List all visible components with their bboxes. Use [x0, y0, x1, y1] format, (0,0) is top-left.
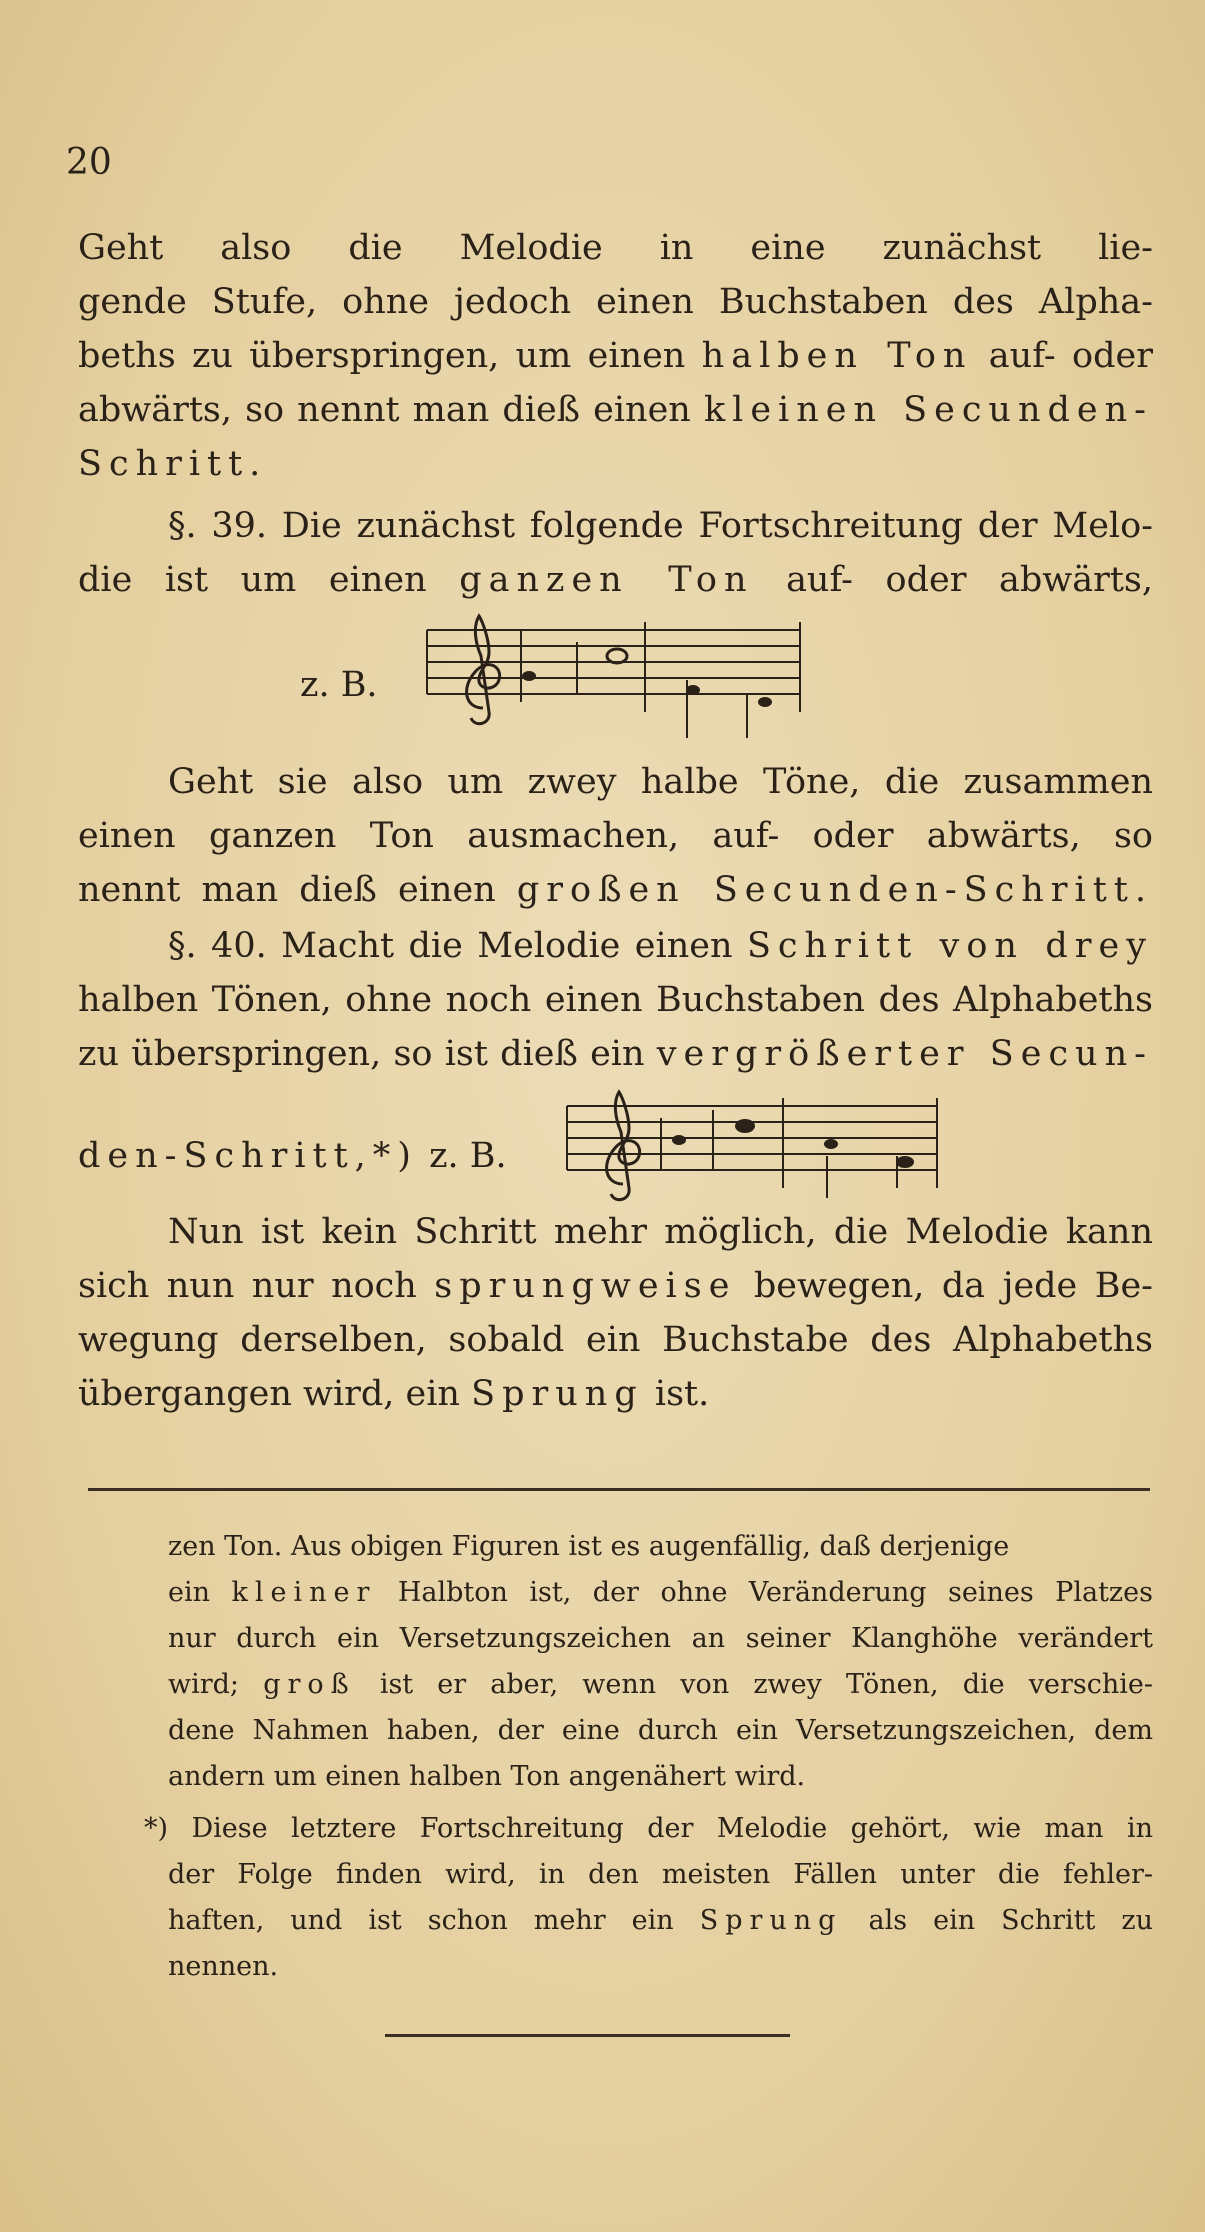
music-example-2 [565, 1088, 945, 1218]
footnote-line: andern um einen halben Ton angenähert wird. [168, 1761, 806, 1792]
emphasis: groß [263, 1669, 356, 1700]
emphasis: Sprung [471, 1374, 644, 1414]
footnote-line: nur durch ein Versetzungszeichen an seiner Klanghöhe verändert [168, 1623, 1153, 1654]
text-line: wegung derselben, sobald ein Buchstabe des Alphabeths [78, 1320, 1153, 1360]
emphasis: Schritt. [78, 444, 268, 484]
footnote-line: wird; groß ist er aber, wenn von zwey Tönen, die verschie- [168, 1669, 1153, 1700]
page-number: 20 [66, 142, 112, 183]
text-line: halben Tönen, ohne noch einen Buchstaben des Alphabeths [78, 980, 1153, 1020]
footnote-line: haften, und ist schon mehr ein Sprung als ein Schritt zu [168, 1905, 1153, 1936]
text-line: einen ganzen Ton ausmachen, auf- oder abwärts, so [78, 816, 1153, 856]
text-line: gende Stufe, ohne jedoch einen Buchstaben des Alpha- [78, 282, 1153, 322]
footnote-line: der Folge finden wird, in den meisten Fällen unter die fehler- [168, 1859, 1153, 1890]
text-line: §. 40. Macht die Melodie einen Schritt von drey [168, 926, 1154, 966]
text-line [78, 1136, 507, 1176]
end-divider [385, 2034, 790, 2037]
text-line: abwärts, so nennt man dieß einen kleinen Secunden- [78, 390, 1153, 430]
text-line: Nun ist kein Schritt mehr möglich, die Melodie kann [168, 1212, 1153, 1252]
text-line: zu überspringen, so ist dieß ein vergrößerter Secun- [78, 1034, 1153, 1074]
emphasis: den-Schritt,*) [78, 1136, 418, 1176]
text-line: Geht also die Melodie in eine zunächst lie- [78, 228, 1153, 268]
footnote-line: zen Ton. Aus obigen Figuren ist es augenfällig, daß derjenige [168, 1531, 1010, 1562]
emphasis: kleinen Secunden- [703, 390, 1153, 430]
text-line: sich nun nur noch sprungweise bewegen, da jede Be- [78, 1266, 1153, 1306]
text-line: nennt man dieß einen großen Secunden-Schritt. [78, 870, 1153, 910]
emphasis: großen Secunden-Schritt. [516, 870, 1153, 910]
footnote-line: ein kleiner Halbton ist, der ohne Veränderung seines Platzes [168, 1577, 1153, 1608]
text-line: §. 39. Die zunächst folgende Fortschreitung der Melo- [168, 506, 1153, 546]
emphasis: Schritt von drey [746, 926, 1154, 966]
example-label: z. B. [300, 665, 378, 705]
footnote-line: dene Nahmen haben, der eine durch ein Versetzungszeichen, dem [168, 1715, 1153, 1746]
emphasis: sprungweise [434, 1266, 737, 1306]
emphasis: ganzen Ton [459, 560, 754, 600]
text-line [78, 444, 267, 484]
text-line: beths zu überspringen, um einen halben Ton auf- oder [78, 336, 1153, 376]
emphasis: kleiner [231, 1577, 377, 1608]
footnote-divider [88, 1488, 1150, 1491]
emphasis: vergrößerter Secun- [656, 1034, 1153, 1074]
footnote-line: nennen. [168, 1951, 279, 1982]
example-label: z. B. [429, 1136, 507, 1176]
emphasis: Sprung [699, 1905, 843, 1936]
text-line: Geht sie also um zwey halbe Töne, die zusammen [168, 762, 1153, 802]
footnote-line: *) Diese letztere Fortschreitung der Melodie gehört, wie man in [144, 1813, 1153, 1844]
text-line: übergangen wird, ein Sprung ist. [78, 1374, 710, 1414]
text-line: die ist um einen ganzen Ton auf- oder abwärts, [78, 560, 1154, 600]
music-example-1 [425, 612, 805, 742]
emphasis: halben Ton [701, 336, 973, 376]
